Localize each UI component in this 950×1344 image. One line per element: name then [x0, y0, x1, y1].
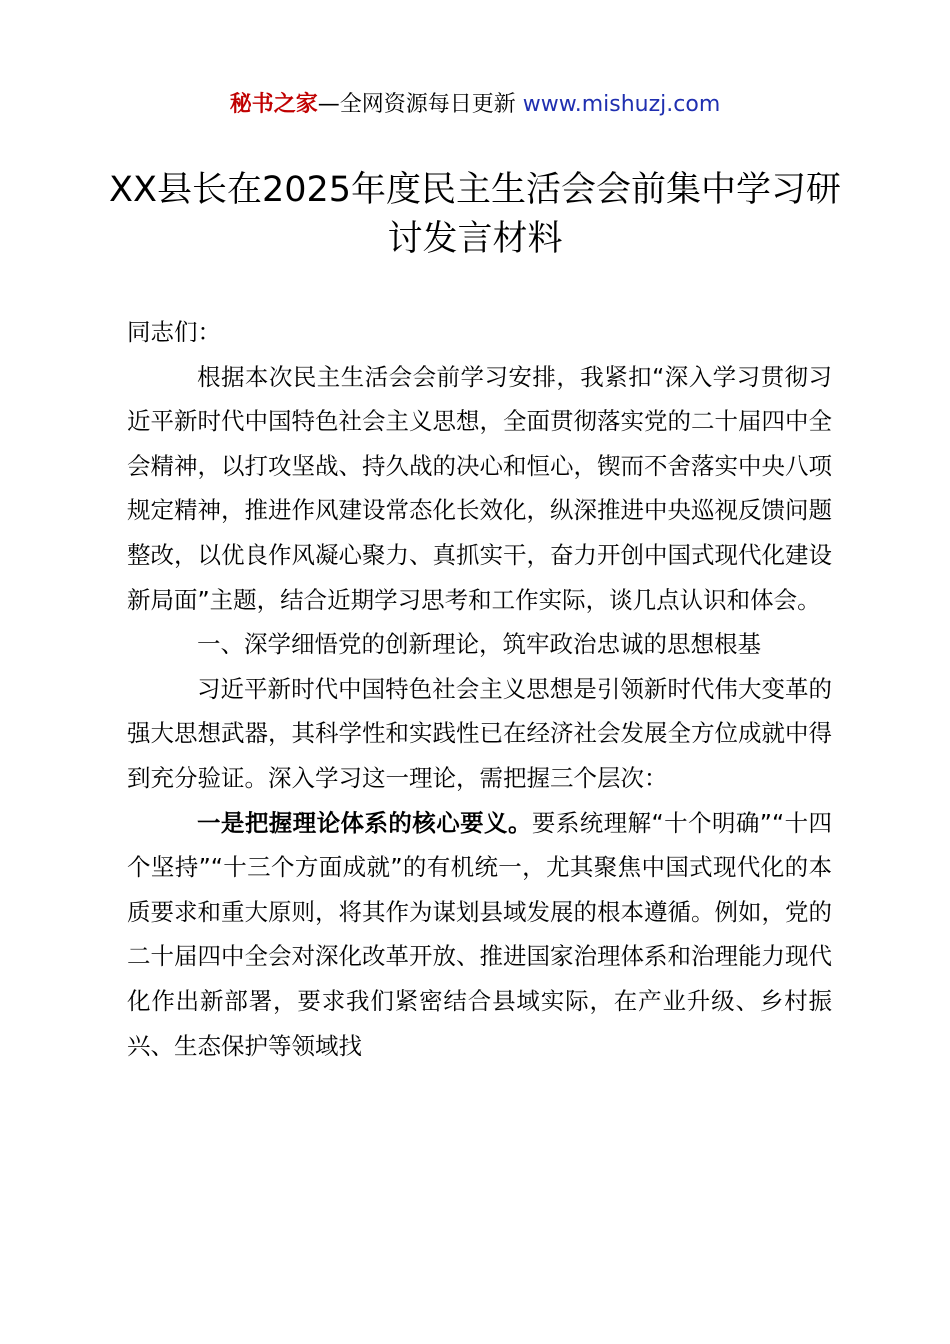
document-title: XX县长在2025年度民主生活会会前集中学习研讨发言材料: [108, 170, 842, 259]
document-body: [127, 310, 832, 1068]
salutation: 同志们：: [127, 318, 221, 346]
brand-name: 秘书之家: [229, 92, 318, 117]
point-text: 要系统理解“十个明确”“十四个坚持”“十三个方面成就”的有机统一，尤其聚焦中国式现代化的本质要求和重大原则，将其作为谋划县域发展的根本遵循。例如，党的二十届四中全会对深化改革开放、推进国家治理体系和治理能力现代化作出新部署，要求我们紧密结合县域实际，在产业升级、乡村振兴、生态保护等领域找: [127, 808, 832, 1060]
header-slogan: —全网资源每日更新: [317, 92, 523, 117]
site-header: [0, 89, 950, 121]
point-lead: 一是把握理论体系的核心要义。: [197, 808, 532, 837]
site-url-link[interactable]: www.mishuzj.com: [522, 92, 721, 117]
point-paragraph: [127, 801, 832, 1069]
section-heading: 一、深学细悟党的创新理论，筑牢政治忠诚的思想根基: [197, 630, 761, 659]
section-paragraph: 习近平新时代中国特色社会主义思想是引领新时代伟大变革的强大思想武器，其科学性和实践性已在经济社会发展全方位成就中得到充分验证。深入学习这一理论，需把握三个层次：: [127, 674, 832, 792]
intro-paragraph: 根据本次民主生活会会前学习安排，我紧扣“深入学习贯彻习近平新时代中国特色社会主义思想，全面贯彻落实党的二十届四中全会精神，以打攻坚战、持久战的决心和恒心，锲而不舍落实中央八项规定精神，推进作风建设常态化长效化，纵深推进中央巡视反馈问题整改，以优良作风凝心聚力、真抓实干，奋力开创中国式现代化建设新局面”主题，结合近期学习思考和工作实际，谈几点认识和体会。: [127, 362, 832, 614]
